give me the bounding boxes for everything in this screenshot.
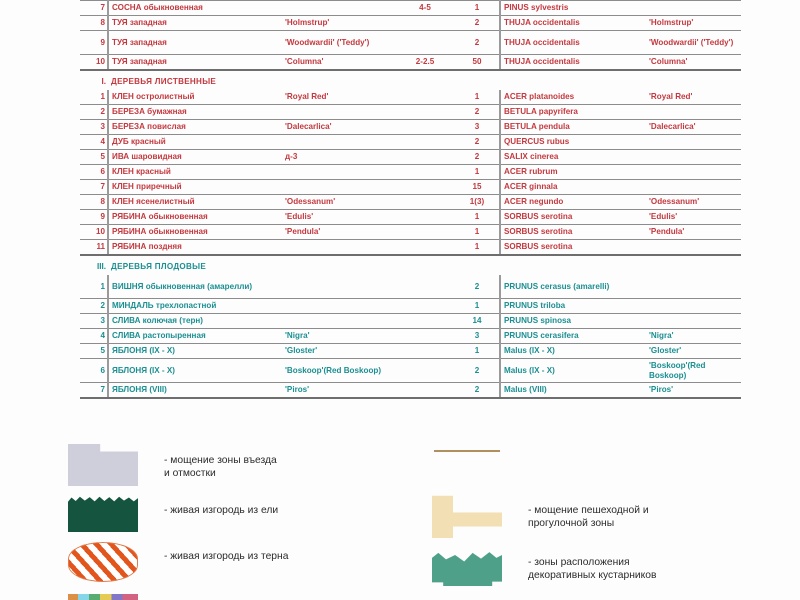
size	[395, 359, 454, 383]
size	[395, 275, 454, 299]
russian-name: КЛЕН красный	[108, 165, 282, 180]
cultivar: 'Dalecarlica'	[282, 120, 395, 135]
latin-name: PRUNUS triloba	[500, 299, 646, 314]
cultivar: 'Nigra'	[282, 329, 395, 344]
russian-name: ТУЯ западная	[108, 16, 282, 31]
quantity: 2	[454, 383, 500, 399]
latin-cultivar: 'Royal Red'	[646, 90, 741, 105]
legend-item	[432, 444, 800, 486]
table-row	[80, 31, 741, 55]
latin-name: Malus (VIII)	[500, 383, 646, 399]
row-number: 4	[80, 329, 108, 344]
row-number: 4	[80, 135, 108, 150]
legend-label: - мощение зоны въезда и отмостки	[164, 455, 277, 480]
cultivar: д-3	[282, 150, 395, 165]
legend-column-right	[432, 444, 800, 600]
latin-cultivar	[646, 240, 741, 256]
quantity: 1	[454, 1, 500, 16]
size	[395, 195, 454, 210]
pedestrian-paving-swatch	[432, 494, 502, 538]
latin-name: Malus (IX - X)	[500, 344, 646, 359]
russian-name: ДУБ красный	[108, 135, 282, 150]
latin-name: ACER platanoides	[500, 90, 646, 105]
latin-cultivar: 'Nigra'	[646, 329, 741, 344]
size	[395, 240, 454, 256]
row-number: 3	[80, 314, 108, 329]
cultivar: 'Woodwardii' ('Teddy')	[282, 31, 395, 55]
cultivar: 'Gloster'	[282, 344, 395, 359]
latin-name: ACER negundo	[500, 195, 646, 210]
legend-item	[68, 540, 438, 582]
cultivar	[282, 105, 395, 120]
latin-name: SORBUS serotina	[500, 240, 646, 256]
latin-cultivar: 'Piros'	[646, 383, 741, 399]
latin-cultivar: 'Woodwardii' ('Teddy')	[646, 31, 741, 55]
russian-name: СЛИВА колючая (терн)	[108, 314, 282, 329]
table-row	[80, 299, 741, 314]
latin-name: Malus (IX - X)	[500, 359, 646, 383]
latin-cultivar: 'Dalecarlica'	[646, 120, 741, 135]
row-number: 2	[80, 299, 108, 314]
table-row	[80, 195, 741, 210]
latin-name: QUERCUS rubus	[500, 135, 646, 150]
legend-item	[432, 546, 800, 586]
legend-label: - живая изгородь из ели	[164, 505, 279, 516]
table-row	[80, 329, 741, 344]
latin-cultivar	[646, 150, 741, 165]
spruce-hedge-swatch	[68, 496, 138, 532]
cultivar	[282, 275, 395, 299]
latin-name: SORBUS serotina	[500, 225, 646, 240]
quantity: 2	[454, 31, 500, 55]
legend-label: - живая изгородь из терна	[164, 551, 289, 562]
cultivar: 'Edulis'	[282, 210, 395, 225]
latin-cultivar: 'Odessanum'	[646, 195, 741, 210]
size: 2-2.5	[395, 55, 454, 71]
table-row	[80, 105, 741, 120]
table-row	[80, 240, 741, 256]
quantity: 2	[454, 135, 500, 150]
legend-item	[432, 494, 800, 538]
quantity: 2	[454, 150, 500, 165]
table-row	[80, 135, 741, 150]
legend-column-left	[68, 444, 438, 600]
size: 4-5	[395, 1, 454, 16]
russian-name: КЛЕН остролистный	[108, 90, 282, 105]
latin-cultivar: 'Boskoop'(Red Boskoop)	[646, 359, 741, 383]
size	[395, 180, 454, 195]
quantity: 2	[454, 359, 500, 383]
cultivar: 'Pendula'	[282, 225, 395, 240]
row-number: 10	[80, 55, 108, 71]
row-number: 7	[80, 1, 108, 16]
row-number: 1	[80, 275, 108, 299]
table-row	[80, 210, 741, 225]
russian-name: РЯБИНА поздняя	[108, 240, 282, 256]
latin-name: THUJA occidentalis	[500, 31, 646, 55]
row-number: 8	[80, 195, 108, 210]
table-row	[80, 16, 741, 31]
size	[395, 329, 454, 344]
latin-cultivar	[646, 105, 741, 120]
table-row	[80, 275, 741, 299]
row-number: 10	[80, 225, 108, 240]
latin-cultivar	[646, 180, 741, 195]
cultivar: 'Piros'	[282, 383, 395, 399]
row-number: 1	[80, 90, 108, 105]
quantity: 1	[454, 299, 500, 314]
table-row	[80, 55, 741, 71]
quantity: 14	[454, 314, 500, 329]
section-roman-numeral: III.	[97, 261, 106, 271]
quantity: 1	[454, 210, 500, 225]
latin-cultivar: 'Pendula'	[646, 225, 741, 240]
size	[395, 31, 454, 55]
table-row	[80, 1, 741, 16]
table-row	[80, 180, 741, 195]
quantity: 15	[454, 180, 500, 195]
size	[395, 383, 454, 399]
size	[395, 16, 454, 31]
size	[395, 299, 454, 314]
row-number: 6	[80, 165, 108, 180]
existing-path-swatch	[432, 444, 502, 486]
row-number: 9	[80, 210, 108, 225]
latin-name: THUJA occidentalis	[500, 55, 646, 71]
row-number: 7	[80, 180, 108, 195]
quantity: 1(3)	[454, 195, 500, 210]
paving-entry-swatch	[68, 444, 138, 486]
latin-cultivar	[646, 135, 741, 150]
russian-name: ЯБЛОНЯ (IX - X)	[108, 344, 282, 359]
size	[395, 210, 454, 225]
latin-name: ACER rubrum	[500, 165, 646, 180]
latin-cultivar	[646, 299, 741, 314]
size	[395, 105, 454, 120]
row-number: 11	[80, 240, 108, 256]
row-number: 7	[80, 383, 108, 399]
latin-name: THUJA occidentalis	[500, 16, 646, 31]
latin-cultivar	[646, 314, 741, 329]
flowerbed-swatch	[68, 594, 138, 600]
table-row	[80, 359, 741, 383]
legend-item	[68, 494, 438, 532]
russian-name: ЯБЛОНЯ (VIII)	[108, 383, 282, 399]
row-number: 6	[80, 359, 108, 383]
table-row	[80, 344, 741, 359]
table-row	[80, 90, 741, 105]
latin-name: PINUS sylvestris	[500, 1, 646, 16]
latin-name: PRUNUS cerasifera	[500, 329, 646, 344]
quantity: 1	[454, 165, 500, 180]
latin-cultivar	[646, 1, 741, 16]
section-title: ДЕРЕВЬЯ ПЛОДОВЫЕ	[111, 261, 207, 271]
section-header-row	[80, 70, 741, 90]
legend-block	[0, 444, 800, 600]
latin-name: SALIX cinerea	[500, 150, 646, 165]
latin-cultivar: 'Edulis'	[646, 210, 741, 225]
cultivar: 'Odessanum'	[282, 195, 395, 210]
legend-label: - мощение пешеходной и прогулочной зоны	[528, 505, 649, 530]
quantity: 2	[454, 105, 500, 120]
latin-name: BETULA papyrifera	[500, 105, 646, 120]
quantity: 1	[454, 90, 500, 105]
size	[395, 314, 454, 329]
quantity: 1	[454, 344, 500, 359]
cultivar	[282, 180, 395, 195]
cultivar	[282, 314, 395, 329]
plant-schedule-table	[80, 0, 741, 399]
russian-name: БЕРЕЗА повислая	[108, 120, 282, 135]
cultivar	[282, 135, 395, 150]
size	[395, 344, 454, 359]
table-row	[80, 225, 741, 240]
latin-name: SORBUS serotina	[500, 210, 646, 225]
size	[395, 90, 454, 105]
russian-name: МИНДАЛЬ трехлопастной	[108, 299, 282, 314]
russian-name: ЯБЛОНЯ (IX - X)	[108, 359, 282, 383]
quantity: 2	[454, 275, 500, 299]
quantity: 1	[454, 225, 500, 240]
latin-cultivar: 'Gloster'	[646, 344, 741, 359]
section-roman-numeral: I.	[101, 76, 106, 86]
size	[395, 135, 454, 150]
cultivar: 'Boskoop'(Red Boskoop)	[282, 359, 395, 383]
section-header-row	[80, 255, 741, 275]
cultivar: 'Holmstrup'	[282, 16, 395, 31]
legend-item	[68, 590, 438, 600]
latin-cultivar: 'Columna'	[646, 55, 741, 71]
latin-cultivar	[646, 275, 741, 299]
quantity: 1	[454, 240, 500, 256]
legend-item	[432, 594, 800, 600]
row-number: 5	[80, 150, 108, 165]
size	[395, 225, 454, 240]
russian-name: СОСНА обыкновенная	[108, 1, 282, 16]
row-number: 3	[80, 120, 108, 135]
size	[395, 165, 454, 180]
latin-name: BETULA pendula	[500, 120, 646, 135]
quantity: 3	[454, 329, 500, 344]
row-number: 2	[80, 105, 108, 120]
russian-name: ИВА шаровидная	[108, 150, 282, 165]
table-row	[80, 383, 741, 399]
latin-name: PRUNUS spinosa	[500, 314, 646, 329]
quantity: 2	[454, 16, 500, 31]
russian-name: ТУЯ западная	[108, 31, 282, 55]
row-number: 9	[80, 31, 108, 55]
quantity: 3	[454, 120, 500, 135]
russian-name: СЛИВА растопыренная	[108, 329, 282, 344]
section-title: ДЕРЕВЬЯ ЛИСТВЕННЫЕ	[111, 76, 217, 86]
size	[395, 150, 454, 165]
cultivar: 'Royal Red'	[282, 90, 395, 105]
latin-cultivar	[646, 165, 741, 180]
table-row	[80, 120, 741, 135]
russian-name: ВИШНЯ обыкновенная (амарелли)	[108, 275, 282, 299]
cultivar	[282, 165, 395, 180]
quantity: 50	[454, 55, 500, 71]
cultivar	[282, 240, 395, 256]
size	[395, 120, 454, 135]
russian-name: РЯБИНА обыкновенная	[108, 225, 282, 240]
row-number: 8	[80, 16, 108, 31]
latin-cultivar: 'Holmstrup'	[646, 16, 741, 31]
table-row	[80, 165, 741, 180]
russian-name: БЕРЕЗА бумажная	[108, 105, 282, 120]
russian-name: КЛЕН приречный	[108, 180, 282, 195]
table-row	[80, 314, 741, 329]
cultivar	[282, 299, 395, 314]
cultivar: 'Columna'	[282, 55, 395, 71]
table-row	[80, 150, 741, 165]
legend-label: - зоны расположения декоративных кустарников	[528, 557, 657, 582]
row-number: 5	[80, 344, 108, 359]
latin-name: ACER ginnala	[500, 180, 646, 195]
russian-name: ТУЯ западная	[108, 55, 282, 71]
thorn-hedge-swatch	[68, 542, 138, 582]
shrub-zone-swatch	[432, 550, 502, 586]
cultivar	[282, 1, 395, 16]
legend-item	[68, 444, 438, 486]
russian-name: РЯБИНА обыкновенная	[108, 210, 282, 225]
latin-name: PRUNUS cerasus (amarelli)	[500, 275, 646, 299]
russian-name: КЛЕН ясенелистный	[108, 195, 282, 210]
